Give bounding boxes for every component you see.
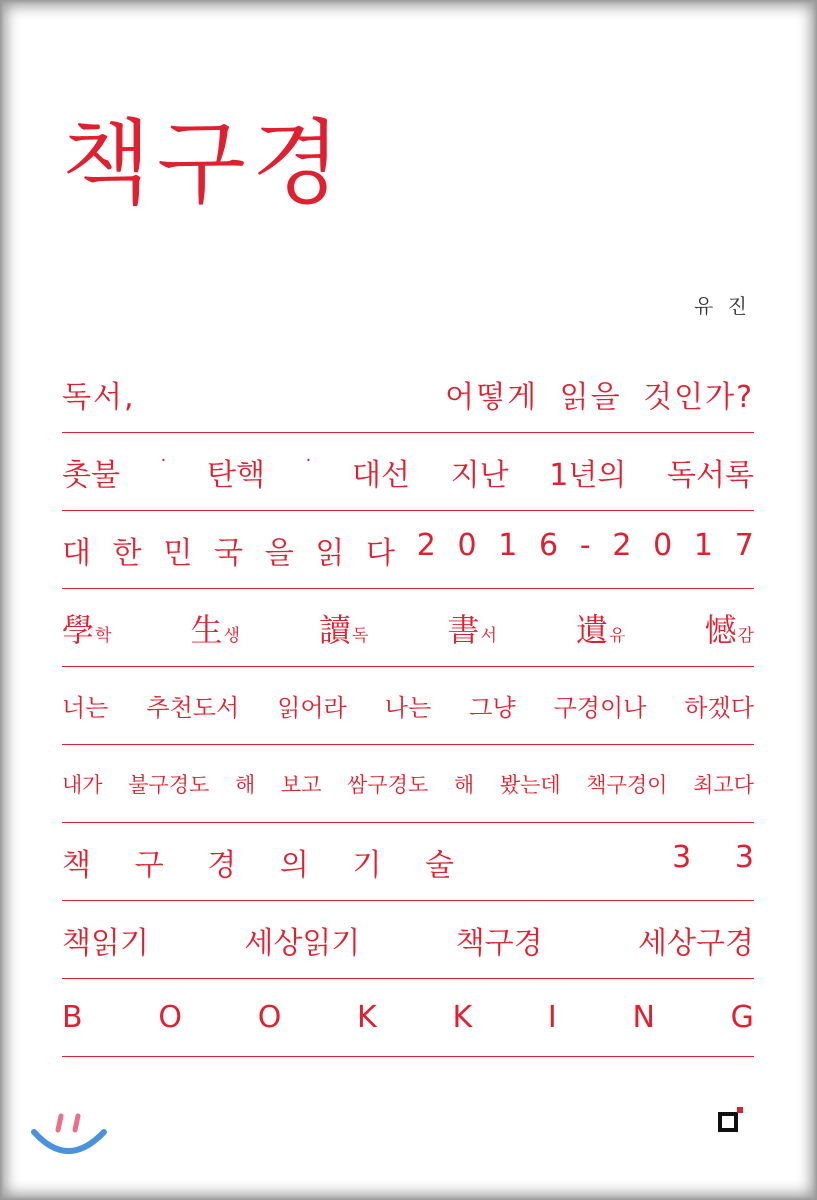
row-word: 6 [539, 527, 559, 563]
row-word: 불구경도 [128, 772, 210, 797]
row-word: K [452, 1000, 473, 1035]
row-word: · [305, 449, 312, 471]
row-candlelight [62, 433, 754, 511]
row-word: - [579, 527, 591, 563]
row-word: 나는 [384, 694, 432, 722]
row-word: 읽 [315, 535, 345, 571]
row-hanja [62, 589, 754, 667]
row-word: 책구경 [455, 925, 543, 961]
hangul-reading: 감 [737, 625, 754, 646]
row-word: 한 [112, 535, 142, 571]
row-sightseeing [62, 745, 754, 823]
row-recommended [62, 667, 754, 745]
smiley-sticker-icon [28, 1110, 108, 1170]
row-word: O [257, 1000, 282, 1035]
row-word: 최고다 [693, 772, 754, 797]
row-word: 기 [352, 847, 382, 883]
hangul-reading: 학 [95, 625, 112, 646]
row-word: 너는 [62, 694, 109, 722]
row-word: 다 [366, 535, 396, 571]
row-word: 해 [234, 772, 256, 797]
row-word: 책읽기 [62, 925, 149, 961]
row-bookking [62, 979, 754, 1057]
row-text: 독서, [62, 379, 136, 415]
row-word: 구 [134, 847, 164, 883]
row-word: 2 [416, 527, 436, 563]
row-word: 의 [279, 847, 309, 883]
row-word: 대선 [352, 457, 410, 493]
hanja-pair [705, 605, 754, 651]
row-word: 보고 [280, 772, 322, 797]
row-word: 하겠다 [684, 694, 754, 722]
row-word: I [547, 1000, 557, 1035]
hanja-pair [319, 605, 368, 651]
row-word: 내가 [62, 772, 103, 797]
row-word: 세상구경 [638, 925, 754, 961]
author-name: 유 진 [694, 294, 751, 318]
row-word: 국 [214, 535, 243, 571]
row-word: 책구경이 [586, 772, 668, 797]
hanja-char: 書 [447, 610, 480, 649]
row-read-korea [62, 511, 754, 589]
row-word: 세상읽기 [244, 925, 361, 961]
row-word: 읽어라 [277, 694, 347, 722]
hanja-char: 讀 [319, 610, 352, 649]
row-word: B [62, 1000, 83, 1035]
row-word: 0 [457, 527, 477, 563]
cover-text-rows [62, 355, 754, 1057]
row-word: 민 [163, 535, 193, 571]
row-reading-world [62, 901, 754, 979]
row-word: 탄핵 [207, 457, 265, 493]
row-word: 쌈구경도 [347, 772, 429, 797]
row-word: 지난 [450, 457, 509, 493]
row-word: 해 [453, 772, 475, 797]
hanja-char: 生 [190, 610, 223, 649]
row-word: K [357, 1000, 377, 1035]
publisher-logo-icon [718, 1112, 738, 1132]
row-word: 0 [653, 527, 673, 563]
hanja-pair [576, 605, 625, 651]
row-art-of-books [62, 823, 754, 901]
row-word: 1 [693, 527, 713, 563]
hanja-pair [191, 605, 240, 651]
hanja-pair [62, 605, 111, 651]
row-word: 추천도서 [146, 694, 240, 722]
hanja-char: 憾 [704, 610, 737, 649]
row-reading-question [62, 355, 754, 433]
row-word: 1 [498, 527, 518, 563]
row-word: 그냥 [469, 694, 516, 722]
row-word: 봤는데 [499, 772, 561, 797]
hangul-reading: 생 [223, 625, 240, 646]
hanja-char: 學 [62, 610, 95, 649]
row-word: · [160, 449, 167, 471]
row-text: 어떻게 읽을 것인가? [445, 379, 754, 415]
row-word: 1년의 [549, 457, 627, 493]
row-word: G [730, 1000, 754, 1035]
row-word: 독서록 [666, 457, 754, 493]
hanja-char: 遺 [576, 610, 609, 649]
row-word: 을 [264, 535, 294, 571]
book-title: 책구경 [62, 110, 347, 217]
row-word: 3 [734, 839, 754, 875]
row-word: O [158, 1000, 182, 1035]
hangul-reading: 서 [480, 625, 497, 646]
row-word: 술 [425, 847, 455, 883]
hangul-reading: 유 [609, 625, 626, 646]
row-word: 구경이나 [553, 694, 647, 722]
row-word: 책 [62, 847, 91, 883]
row-word: 3 [672, 839, 692, 875]
hangul-reading: 독 [352, 625, 369, 646]
row-word: N [632, 1000, 655, 1035]
row-word: 대 [62, 535, 91, 571]
row-word: 촛불 [62, 457, 120, 493]
row-word: 경 [207, 847, 237, 883]
row-word: 2 [612, 527, 632, 563]
row-word: 7 [734, 527, 754, 563]
hanja-pair [448, 605, 497, 651]
